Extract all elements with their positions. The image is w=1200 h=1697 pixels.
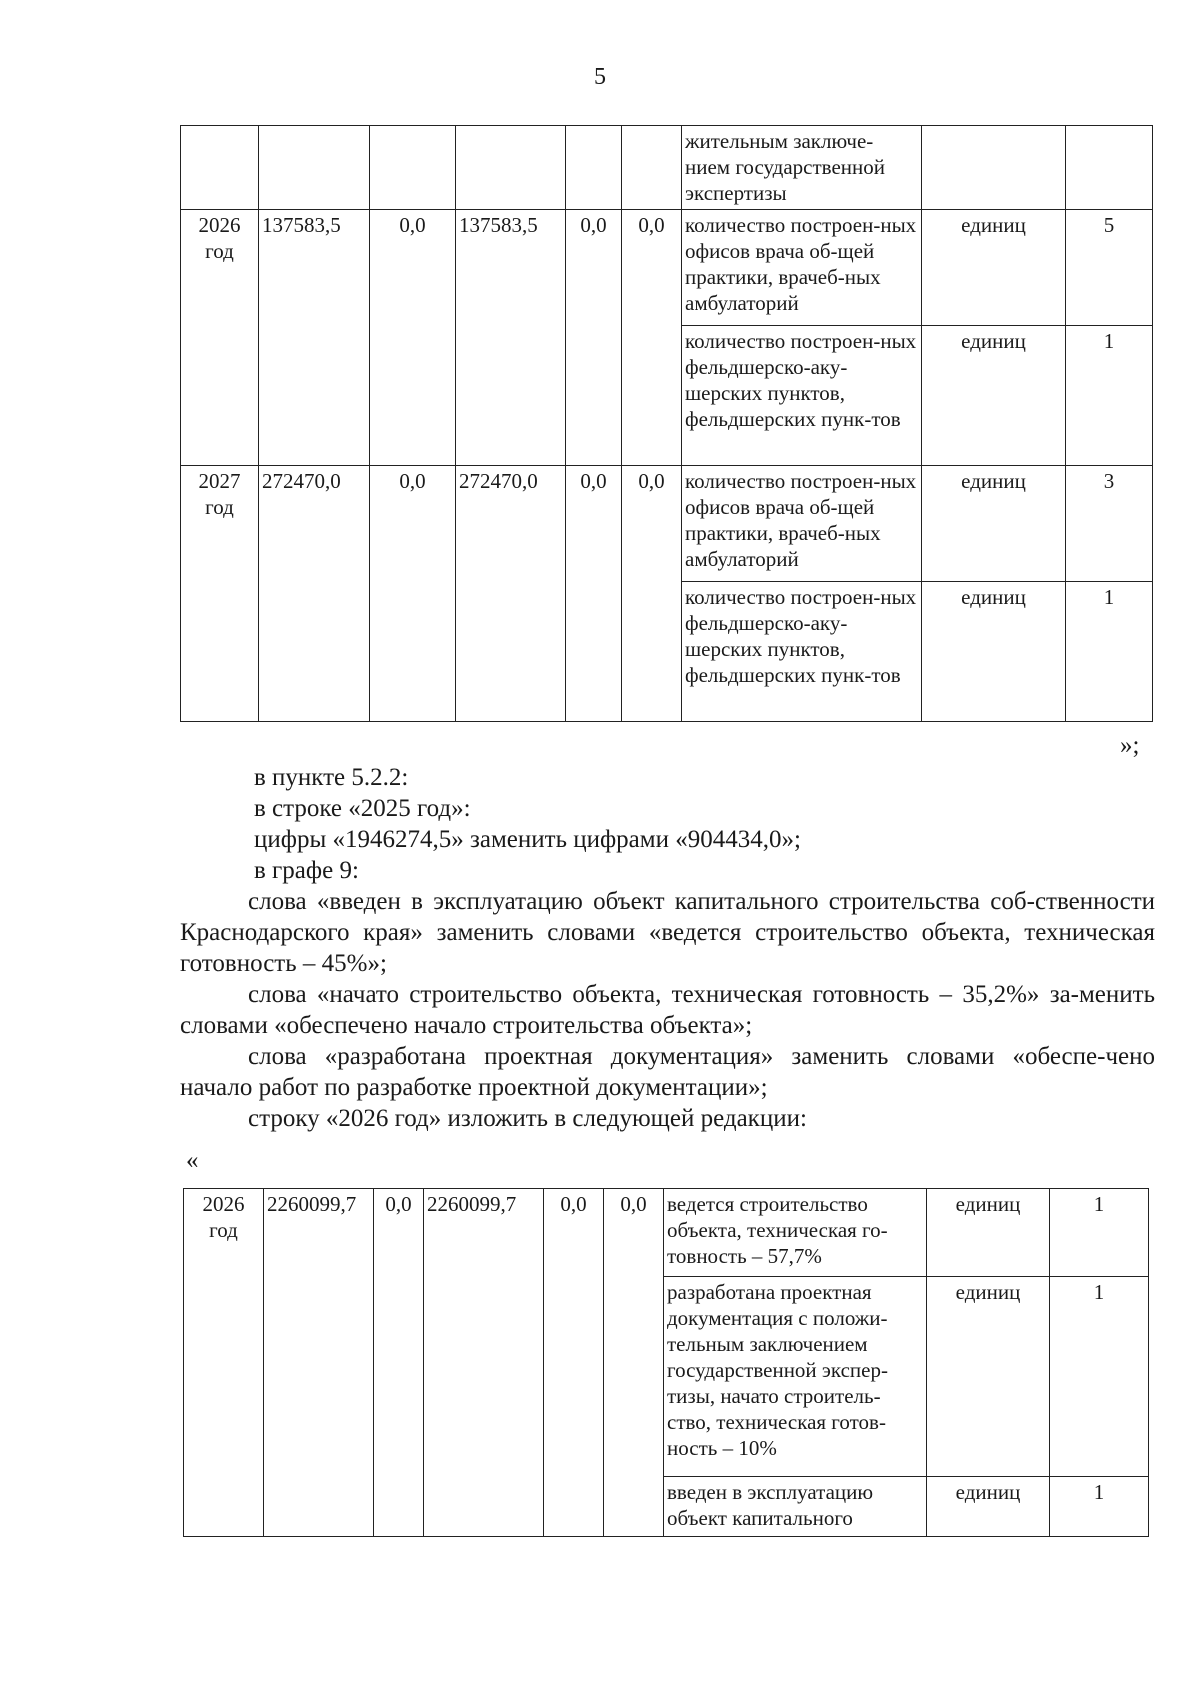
- amount-cell: 0,0: [622, 466, 682, 722]
- value-cell: 1: [1066, 326, 1153, 466]
- table-row: [181, 126, 1153, 210]
- opening-quote: «: [186, 1147, 199, 1174]
- indicator-cell: количество построен-ных офисов врача об-щей практики, врачеб-ных амбулаторий: [682, 210, 922, 326]
- indicator-cell: количество построен-ных фельдшерско-аку-шерских пунктов, фельдшерских пунк-тов: [682, 326, 922, 466]
- paragraph: цифры «1946274,5» заменить цифрами «904434,0»;: [254, 826, 801, 853]
- table-new-2026: [183, 1188, 1149, 1537]
- paragraph: слова «разработана проектная документация» заменить словами «обеспе-чено начало работ по разработке проектной документации»;: [180, 1043, 1155, 1101]
- paragraph: слова «введен в эксплуатацию объект капитального строительства соб-ственности Краснодарского края» заменить словами «ведется строительство объекта, техническая готовность – 45%»;: [180, 888, 1155, 977]
- table-continuation: [180, 125, 1153, 722]
- amount-cell: 0,0: [374, 1189, 424, 1537]
- indicator-cell: ведется строительство объекта, техническая го-товность – 57,7%: [664, 1189, 927, 1277]
- table-row: [184, 1189, 1149, 1277]
- table-row: [181, 466, 1153, 582]
- amount-cell: 0,0: [566, 466, 622, 722]
- paragraph: слова «начато строительство объекта, техническая готовность – 35,2%» за-менить словами «обеспечено начало строительства объекта»;: [180, 981, 1155, 1039]
- indicator-cell: жительным заключе-нием государственной экспертизы: [682, 126, 922, 210]
- amount-cell: 272470,0: [456, 466, 566, 722]
- value-cell: 1: [1050, 1277, 1149, 1477]
- value-cell: 1: [1050, 1189, 1149, 1277]
- unit-cell: единиц: [927, 1477, 1050, 1537]
- year-cell: 2027 год: [181, 466, 259, 722]
- unit-cell: единиц: [922, 466, 1066, 582]
- amount-cell: 0,0: [622, 210, 682, 466]
- total-cell: 137583,5: [259, 210, 370, 466]
- amount-cell: 2260099,7: [424, 1189, 544, 1537]
- value-cell: 3: [1066, 466, 1153, 582]
- table-row: [181, 210, 1153, 326]
- total-cell: 272470,0: [259, 466, 370, 722]
- value-cell: 1: [1066, 582, 1153, 722]
- indicator-cell: количество построен-ных фельдшерско-аку-шерских пунктов, фельдшерских пунк-тов: [682, 582, 922, 722]
- indicator-cell: введен в эксплуатацию объект капитального: [664, 1477, 927, 1537]
- year-cell: 2026 год: [184, 1189, 264, 1537]
- unit-cell: единиц: [922, 210, 1066, 326]
- value-cell: 1: [1050, 1477, 1149, 1537]
- amendment-text: [180, 762, 1155, 1134]
- amount-cell: 0,0: [566, 210, 622, 466]
- unit-cell: единиц: [922, 582, 1066, 722]
- year-cell: 2026 год: [181, 210, 259, 466]
- paragraph: в строке «2025 год»:: [254, 795, 471, 822]
- total-cell: 2260099,7: [264, 1189, 374, 1537]
- value-cell: 5: [1066, 210, 1153, 326]
- indicator-cell: разработана проектная документация с положи-тельным заключением государственной экспер-тизы, начато строитель-ство, техническая готов-ность – 10%: [664, 1277, 927, 1477]
- paragraph: строку «2026 год» изложить в следующей редакции:: [248, 1105, 807, 1132]
- amount-cell: 0,0: [370, 466, 456, 722]
- amount-cell: 0,0: [604, 1189, 664, 1537]
- amount-cell: 0,0: [544, 1189, 604, 1537]
- paragraph: в пункте 5.2.2:: [254, 764, 409, 791]
- unit-cell: единиц: [922, 326, 1066, 466]
- amount-cell: 0,0: [370, 210, 456, 466]
- unit-cell: единиц: [927, 1277, 1050, 1477]
- amount-cell: 137583,5: [456, 210, 566, 466]
- closing-quote: »;: [1120, 732, 1140, 759]
- unit-cell: единиц: [927, 1189, 1050, 1277]
- indicator-cell: количество построен-ных офисов врача об-щей практики, врачеб-ных амбулаторий: [682, 466, 922, 582]
- paragraph: в графе 9:: [254, 857, 359, 884]
- page-number: 5: [594, 64, 606, 90]
